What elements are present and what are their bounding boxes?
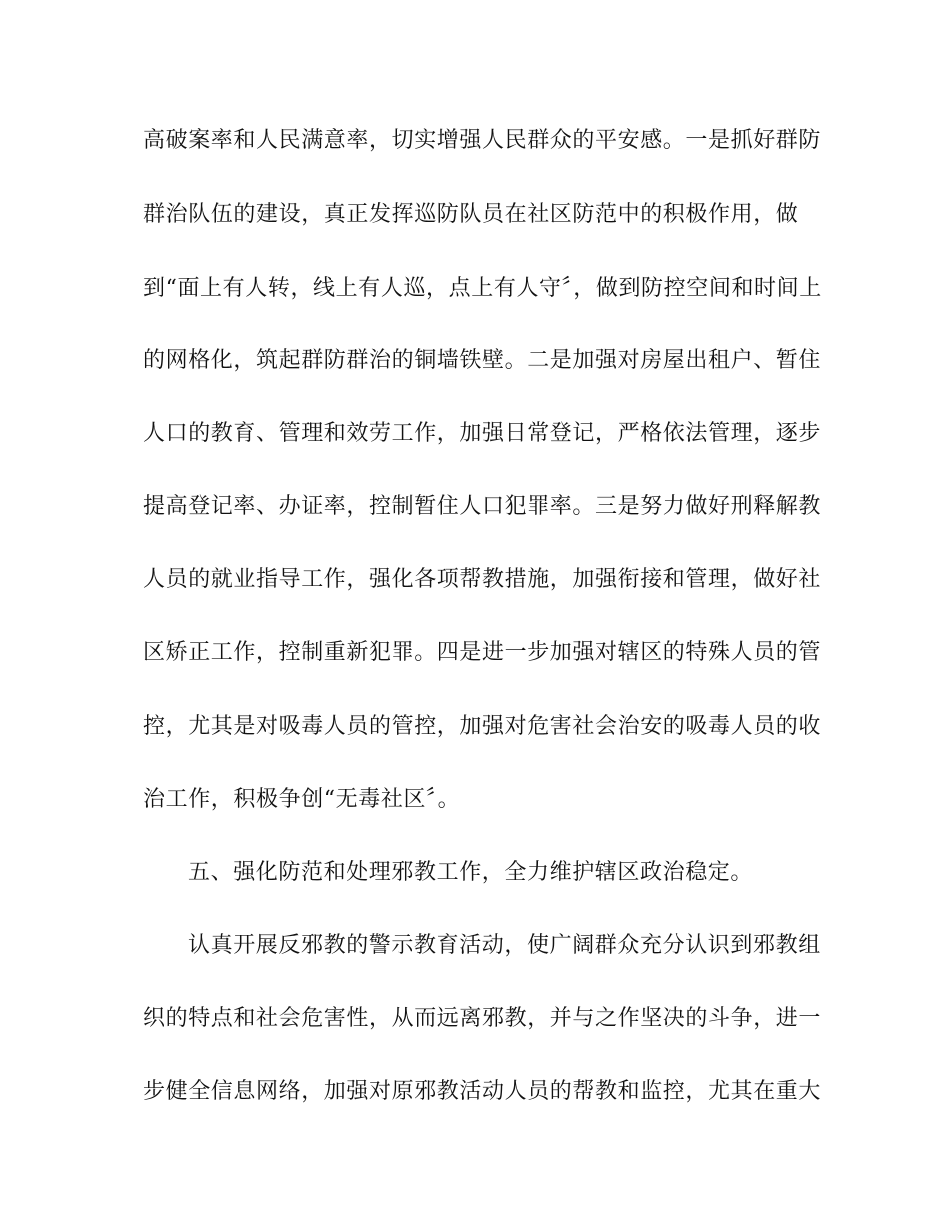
body-text-line: 控，尤其是对吸毒人员的管控，加强对危害社会治安的吸毒人员的收	[143, 714, 822, 739]
body-text-line: 人口的教育、管理和效劳工作，加强日常登记，严格依法管理，逐步	[143, 421, 822, 446]
body-text-line: 的网格化，筑起群防群治的铜墙铁壁。二是加强对房屋出租户、暂住	[143, 348, 822, 373]
body-text-line: 提高登记率、办证率，控制暂住人口犯罪率。三是努力做好刑释解教	[143, 494, 822, 519]
body-text-line: 织的特点和社会危害性，从而远离邪教，并与之作坚决的斗争，进一	[143, 1006, 822, 1031]
section-heading: 五、强化防范和处理邪教工作，全力维护辖区政治稳定。	[188, 860, 754, 885]
body-text-line: 区矫正工作，控制重新犯罪。四是进一步加强对辖区的特殊人员的管	[143, 640, 822, 665]
body-text-line: 群治队伍的建设，真正发挥巡防队员在社区防范中的积极作用，做	[143, 202, 799, 227]
paragraph-first-line: 认真开展反邪教的警示教育活动，使广阔群众充分认识到邪教组	[188, 933, 821, 958]
body-text-line: 到“面上有人转，线上有人巡，点上有人守〞，做到防控空间和时间上	[143, 276, 822, 301]
body-text-line: 高破案率和人民满意率，切实增强人民群众的平安感。一是抓好群防	[143, 128, 822, 153]
body-text-line: 人员的就业指导工作，强化各项帮教措施，加强衔接和管理，做好社	[143, 567, 822, 592]
body-text-line: 步健全信息网络，加强对原邪教活动人员的帮教和监控，尤其在重大	[143, 1079, 822, 1104]
body-text-line: 治工作，积极争创“无毒社区〞。	[143, 787, 461, 812]
